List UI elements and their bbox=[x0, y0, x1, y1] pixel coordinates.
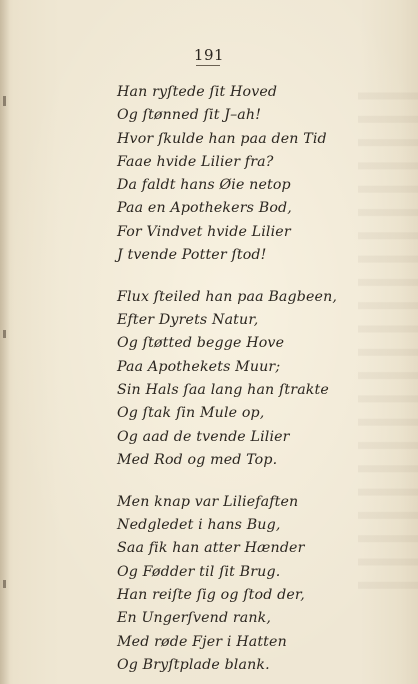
verse-line: Og aad de tvende Lilier bbox=[117, 428, 290, 445]
verse-line: Han reiſte ſig og ſtod der, bbox=[117, 586, 305, 603]
verse-line: Og ſtøtted begge Hove bbox=[117, 335, 285, 352]
verse-line: Da faldt hans Øie netop bbox=[117, 177, 291, 194]
verse-line: Og ſtak ſin Mule op, bbox=[117, 405, 265, 422]
verse-line: Han ryſtede ſit Hoved bbox=[117, 84, 278, 100]
verse-line: Sin Hals ſaa lang han ſtrakte bbox=[117, 382, 329, 399]
verse-line: En Ungerſvend rank, bbox=[117, 610, 272, 627]
verse-line: Hvor ſkulde han paa den Tid bbox=[117, 130, 327, 147]
verse-line: Paa Apothekets Muur; bbox=[117, 358, 281, 375]
edge-mark bbox=[3, 580, 6, 588]
verse-line: Med Rod og med Top. bbox=[117, 451, 278, 468]
verse-line: Paa en Apothekers Bod, bbox=[117, 200, 292, 217]
page-number: 191 bbox=[193, 46, 225, 64]
verse-line: Og Fødder til ſit Brug. bbox=[117, 563, 281, 580]
verse-line: Faae hvide Lilier fra? bbox=[117, 153, 274, 170]
verse-line: Med røde Fjer i Hatten bbox=[117, 633, 287, 650]
verse-line: Efter Dyrets Natur, bbox=[117, 312, 259, 329]
verse-line: Og ſtønned ſit J–ah! bbox=[117, 107, 262, 124]
stanza-2 bbox=[117, 286, 377, 472]
verse-line: Saa fik han atter Hænder bbox=[117, 540, 305, 557]
stanza-3 bbox=[117, 491, 377, 677]
edge-mark bbox=[3, 96, 6, 106]
page-number-rule bbox=[196, 65, 220, 66]
verse-line: Nedgledet i hans Bug, bbox=[117, 517, 281, 534]
verse-line: J tvende Potter ſtod! bbox=[117, 247, 267, 264]
verse-line: For Vindvet hvide Lilier bbox=[117, 223, 291, 240]
edge-mark bbox=[3, 330, 6, 338]
stanza-1 bbox=[117, 81, 377, 267]
verse-line: Flux ſteiled han paa Bagbeen, bbox=[117, 288, 338, 305]
verse-line: Og Bryſtplade blank. bbox=[117, 656, 270, 673]
verse-line: Men knap var Liliefaften bbox=[117, 493, 299, 510]
poem bbox=[117, 81, 377, 684]
